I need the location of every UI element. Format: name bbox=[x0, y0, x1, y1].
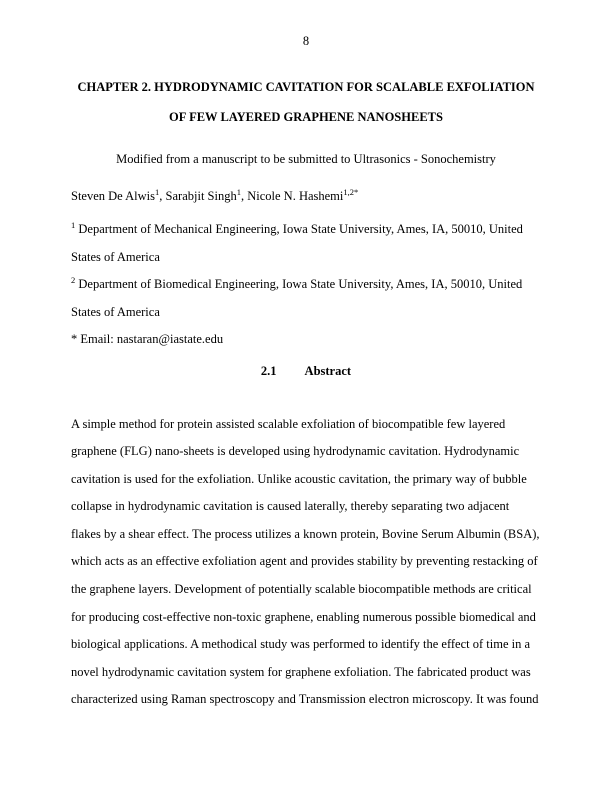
affiliations-block bbox=[71, 216, 541, 354]
section-number: 2.1 bbox=[260, 363, 277, 378]
author-3-name: Nicole N. Hashemi bbox=[247, 189, 344, 203]
author-3-affil-marker: 1,2* bbox=[343, 186, 359, 197]
section-title: Abstract bbox=[304, 363, 352, 378]
affiliation-1 bbox=[71, 216, 541, 271]
author-1-affil-marker: 1 bbox=[155, 186, 160, 197]
author-separator-1: , bbox=[159, 189, 166, 203]
chapter-title-line2: OF FEW LAYERED GRAPHENE NANOSHEETS bbox=[169, 110, 443, 124]
affiliation-1-marker: 1 bbox=[71, 219, 76, 230]
corresponding-email: * Email: nastaran@iastate.edu bbox=[71, 332, 224, 346]
chapter-title-line1: CHAPTER 2. HYDRODYNAMIC CAVITATION FOR SCALABLE EXFOLIATION bbox=[77, 80, 535, 94]
section-heading bbox=[71, 358, 541, 385]
page-number: 8 bbox=[302, 34, 310, 48]
chapter-title bbox=[71, 72, 541, 132]
author-2-name: Sarabjit Singh bbox=[165, 189, 237, 203]
author-1-name: Steven De Alwis bbox=[71, 189, 156, 203]
affiliation-2 bbox=[71, 271, 541, 326]
affiliation-1-text: Department of Mechanical Engineering, Iowa State University, Ames, IA, 50010, United States of America bbox=[71, 222, 523, 264]
affiliation-2-marker: 2 bbox=[71, 274, 76, 285]
author-line bbox=[71, 183, 541, 210]
author-separator-2: , bbox=[240, 189, 248, 203]
affiliation-2-text: Department of Biomedical Engineering, Iowa State University, Ames, IA, 50010, United States of America bbox=[71, 277, 523, 319]
manuscript-subtitle: Modified from a manuscript to be submitted to Ultrasonics - Sonochemistry bbox=[116, 152, 496, 166]
abstract-paragraph: A simple method for protein assisted scalable exfoliation of biocompatible few layered graphene (FLG) nano-sheets is developed using hydrodynamic cavitation. Hydrodynamic cavitation is used for the exfoliation. Unlike acoustic cavitation, the primary way of bubble collapse in hydrodynamic cavitation is caused laterally, thereby separating two adjacent flakes by a shear effect. The process utilizes a known protein, Bovine Serum Albumin (BSA), which acts as an effective exfoliation agent and provides stability by preventing restacking of the graphene layers. Development of potentially scalable biocompatible methods are critical for producing cost-effective non-toxic graphene, enabling numerous possible biomedical and biological applications. A methodical study was performed to identify the effect of time in a novel hydrodynamic cavitation system for graphene exfoliation. The fabricated product was characterized using Raman spectroscopy and Transmission electron microscopy. It was found bbox=[71, 416, 540, 707]
author-2-affil-marker: 1 bbox=[236, 186, 241, 197]
